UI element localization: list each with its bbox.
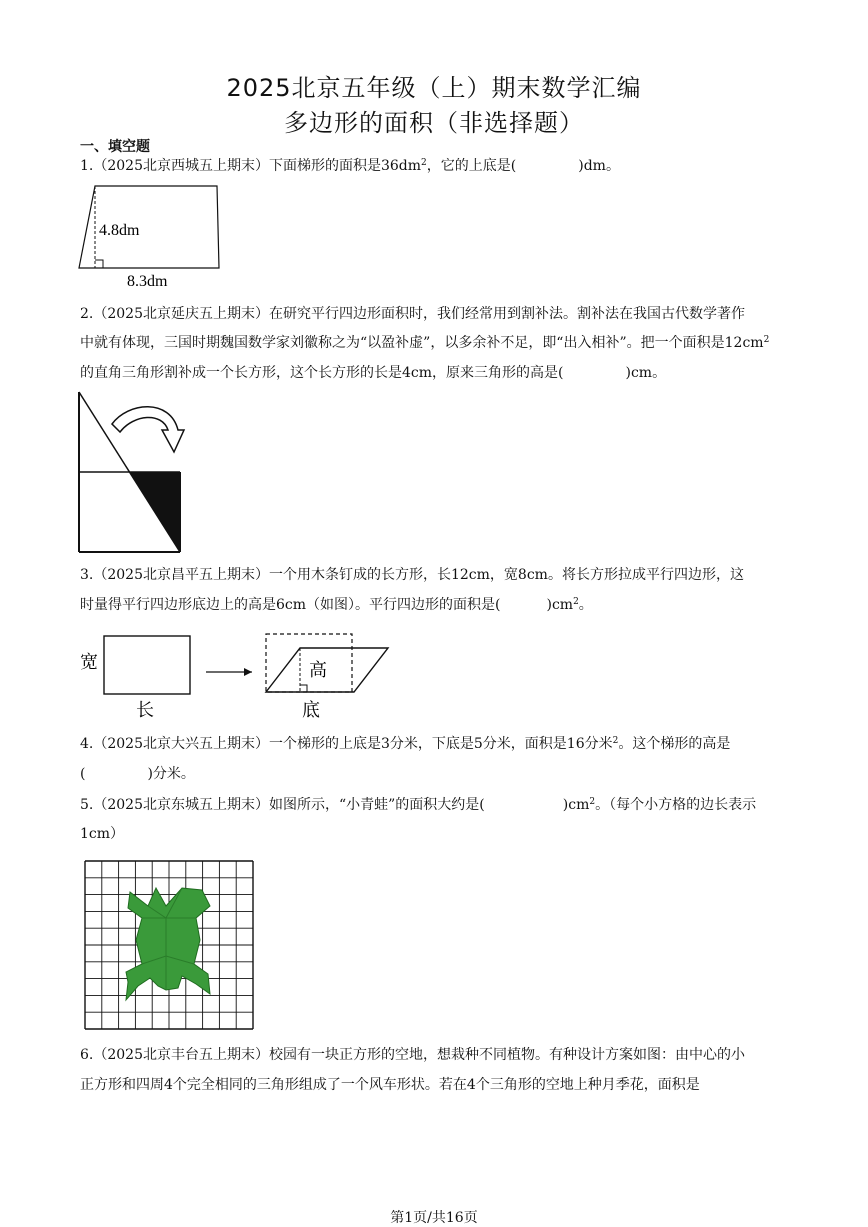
base-label: 底	[302, 700, 320, 721]
question-2-line-1: 2.（2025北京延庆五上期末）在研究平行四边形面积时，我们经常用到割补法。割补法在我国古代数学著作	[80, 306, 745, 322]
question-5-line-2: 1cm）	[80, 826, 125, 842]
frog-grid-figure	[84, 860, 256, 1030]
question-2-line-2: 中就有体现，三国时期魏国数学家刘徽称之为“以盈补虚”，以多余补不足，即“出入相补”。把一个面积是$12cm^2$	[80, 335, 770, 351]
width-label: 宽	[80, 652, 98, 673]
cut-and-fill-figure	[78, 390, 188, 556]
document-title: 2025北京五年级（上）期末数学汇编	[226, 74, 642, 102]
trapezoid-base-label: 8.3dm	[127, 273, 168, 290]
length-label: 长	[136, 700, 154, 721]
frog-shape	[126, 888, 210, 1000]
question-5-line-1: 5.（2025北京东城五上期末）如图所示，“小青蛙”的面积大约是( )$cm^2$。（每个小方格的边长表示	[80, 797, 757, 813]
document-subtitle: 多边形的面积（非选择题）	[284, 109, 584, 137]
question-4-line-2: ( )分米。	[80, 766, 195, 782]
page-footer: 第1页/共16页	[390, 1210, 478, 1226]
question-6-line-2: 正方形和四周4个完全相同的三角形组成了一个风车形状。若在4个三角形的空地上种月季花，面积是	[80, 1077, 700, 1093]
rectangle-to-parallelogram-figure	[80, 628, 400, 722]
height-label: 高	[309, 660, 327, 681]
question-4-line-1: 4.（2025北京大兴五上期末）一个梯形的上底是3分米，下底是5分米，面积是16分米$^2$。这个梯形的高是	[80, 736, 731, 752]
trapezoid-height-label: 4.8dm	[99, 222, 140, 239]
section-heading: 一、填空题	[80, 139, 150, 155]
question-3-line-1: 3.（2025北京昌平五上期末）一个用木条钉成的长方形，长12cm，宽8cm。将长方形拉成平行四边形，这	[80, 567, 744, 583]
question-1-text: 1.（2025北京西城五上期末）下面梯形的面积是$36dm^2$，它的上底是( )dm。	[80, 158, 620, 174]
question-6-line-1: 6.（2025北京丰台五上期末）校园有一块正方形的空地，想栽种不同植物。有种设计方案如图：由中心的小	[80, 1047, 745, 1063]
question-2-line-3: 的直角三角形割补成一个长方形，这个长方形的长是4cm，原来三角形的高是( )cm。	[80, 365, 667, 381]
trapezoid-figure	[75, 178, 235, 290]
question-3-line-2: 时量得平行四边形底边上的高是6cm（如图）。平行四边形的面积是( )$cm^2$。	[80, 597, 593, 613]
